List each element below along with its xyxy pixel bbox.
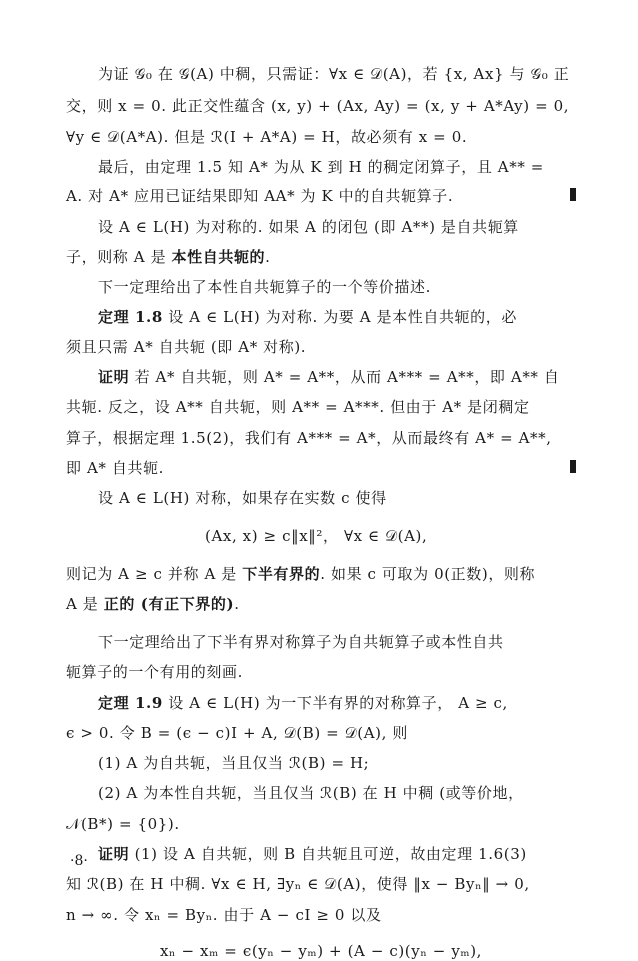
text-span: (1) 设 A 自共轭，则 B 自共轭且可逆，故由定理 1.6(3) xyxy=(134,845,527,863)
text-line-8: 下一定理给出了本性自共轭算子的一个等价描述. xyxy=(98,278,431,297)
proof-line-3: 算子，根据定理 1.5(2)，我们有 A*** = A*，从而最终有 A* = A**, xyxy=(66,428,552,447)
text-line-1: 为证 𝒢₀ 在 𝒢(A) 中稠，只需证：∀x ∈ 𝒟(A)，若 {x, Ax} 与 𝒢₀ 正 xyxy=(98,65,570,83)
proof-line-2: 共轭. 反之，设 A** 自共轭，则 A** = A***. 但由于 A* 是闭稠定 xyxy=(66,398,530,417)
text-span: . xyxy=(265,247,271,266)
text-span: 则记为 A ≥ c 并称 A 是 xyxy=(66,564,237,583)
text-line-19: 轭算子的一个有用的刻画. xyxy=(66,663,243,682)
text-line-22: (1) A 为自共轭，当且仅当 ℛ(B) = H; xyxy=(98,754,370,773)
text-line-16 xyxy=(66,564,535,584)
term-bounded-below: 下半有界的 xyxy=(242,564,321,583)
theorem-1-8 xyxy=(98,307,517,327)
theorem-1-9 xyxy=(98,693,508,713)
text-line-4: 最后，由定理 1.5 知 A* 为从 K 到 H 的稠定闭算子，且 A** = xyxy=(98,157,544,176)
text-line-23: (2) A 为本性自共轭，当且仅当 ℛ(B) 在 H 中稠 (或等价地， xyxy=(98,784,524,803)
term-positive: 正的 (有正下界的) xyxy=(103,594,235,613)
display-formula-2: xₙ − xₘ = ϵ(yₙ − yₘ) + (A − c)(yₙ − yₘ), xyxy=(160,941,483,960)
proof-line-4: 即 A* 自共轭. xyxy=(66,458,165,477)
text-span: 若 A* 自共轭，则 A* = A**，从而 A*** = A**，即 A** 自 xyxy=(134,368,560,386)
text-line-15: 设 A ∈ L(H) 对称，如果存在实数 c 使得 xyxy=(98,489,387,508)
theorem-label: 定理 1.9 xyxy=(98,693,163,712)
text-span: 设 A ∈ L(H) 为对称. 为要 A 是本性自共轭的，必 xyxy=(168,308,517,327)
text-span: A 是 xyxy=(66,594,99,613)
text-line-6: 设 A ∈ L(H) 为对称的. 如果 A 的闭包 (即 A**) 是自共轭算 xyxy=(98,217,519,236)
text-line-3: ∀y ∈ 𝒟(A*A). 但是 ℛ(I + A*A) = H，故必须有 x = 0. xyxy=(66,127,468,146)
text-span: . xyxy=(234,594,240,613)
proof-line-1 xyxy=(98,367,560,387)
display-formula-1: (Ax, x) ≥ c‖x‖²， ∀x ∈ 𝒟(A), xyxy=(205,527,428,546)
text-span: 子，则称 A 是 xyxy=(66,247,167,266)
proof-label: 证明 xyxy=(98,845,130,863)
text-line-17 xyxy=(66,594,240,614)
theorem-label: 定理 1.8 xyxy=(98,308,163,327)
proof-line-7: n → ∞. 令 xₙ = Byₙ. 由于 A − cI ≥ 0 以及 xyxy=(66,905,382,924)
proof-label: 证明 xyxy=(98,368,130,386)
term-essentially-self-adjoint: 本性自共轭的 xyxy=(171,247,266,266)
text-line-21: ϵ > 0. 令 B = (ϵ − c)I + A, 𝒟(B) = 𝒟(A), 则 xyxy=(66,723,408,742)
text-line-7 xyxy=(66,247,271,267)
page-number: ·8· xyxy=(70,853,88,869)
text-line-18: 下一定理给出了下半有界对称算子为自共轭算子或本性自共 xyxy=(98,632,504,651)
proof-line-6: 知 ℛ(B) 在 H 中稠. ∀x ∈ H, ∃yₙ ∈ 𝒟(A)，使得 ‖x − Byₙ‖ → 0, xyxy=(66,875,530,894)
text-line-10: 须且只需 A* 自共轭 (即 A* 对称). xyxy=(66,337,307,356)
text-span: . 如果 c 可取为 0(正数)，则称 xyxy=(320,564,536,583)
text-span: 设 A ∈ L(H) 为一下半有界的对称算子， A ≥ c, xyxy=(168,693,508,712)
text-line-24: 𝒩(B*) = {0}). xyxy=(66,814,180,833)
qed-mark xyxy=(570,460,576,473)
proof-line-5 xyxy=(98,844,527,864)
text-line-2: 交，则 x = 0. 此正交性蕴含 (x, y) + (Ax, Ay) = (x, y + A*Ay) = 0, xyxy=(66,97,570,116)
qed-mark xyxy=(570,188,576,201)
text-line-5: A. 对 A* 应用已证结果即知 AA* 为 K 中的自共轭算子. xyxy=(66,187,454,206)
